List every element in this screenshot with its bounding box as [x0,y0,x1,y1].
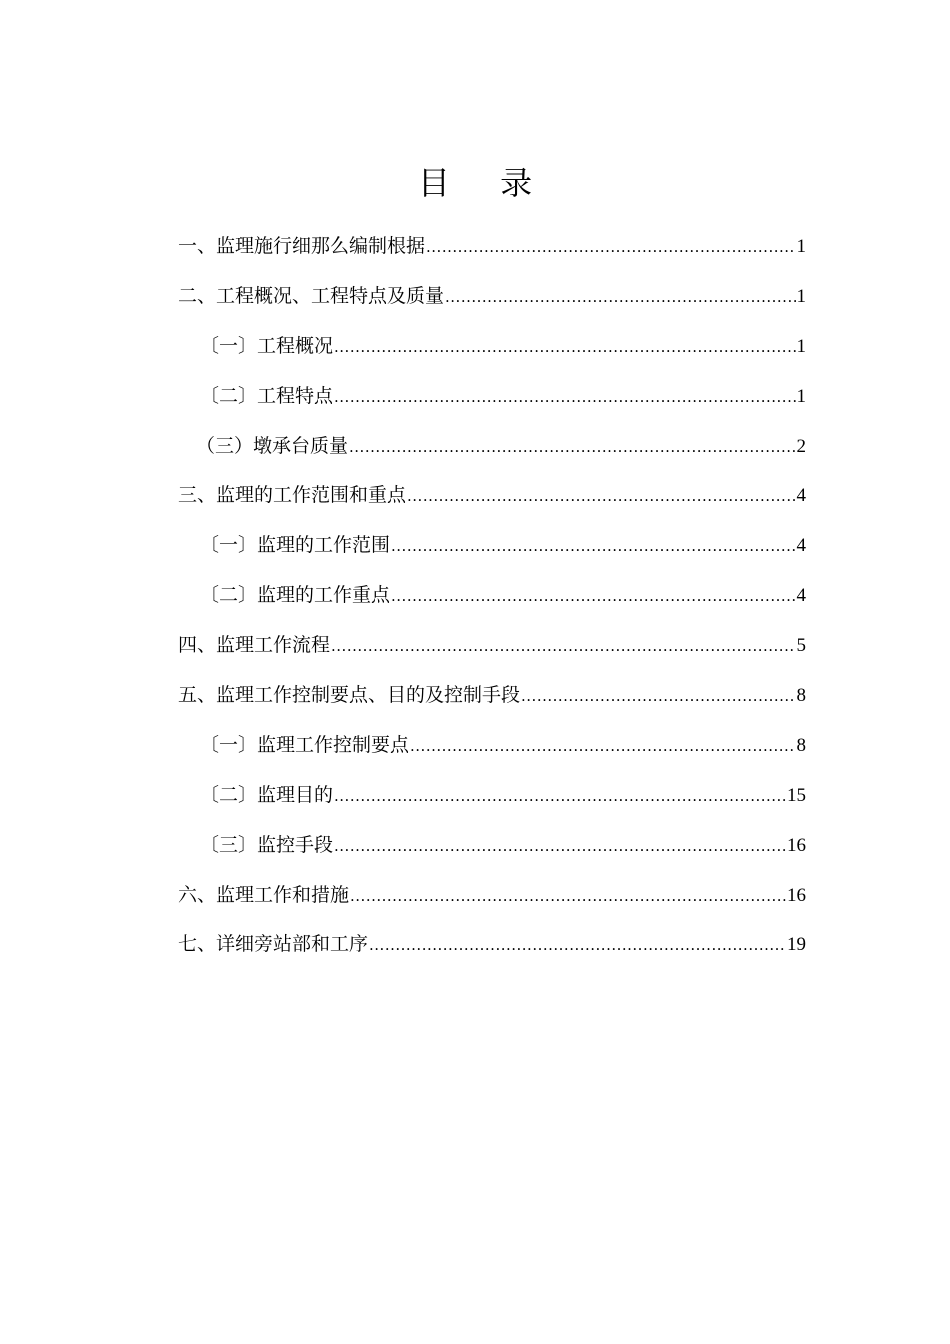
toc-entry-text: 〔一〕监理的工作范围 [200,534,391,557]
toc-dot-leader [521,676,795,716]
toc-dot-leader [334,377,795,417]
toc-entry[interactable] [178,276,806,326]
toc-entry[interactable] [178,625,806,675]
toc-entry[interactable] [178,575,806,625]
toc-dot-leader [426,227,795,267]
toc-entry[interactable] [178,675,806,725]
toc-page-number: 8 [796,734,806,756]
toc-dot-leader [410,726,795,766]
toc-dot-leader [334,776,786,816]
toc-dot-leader [331,626,795,666]
toc-page-number: 4 [796,535,806,557]
toc-page-number: 5 [796,635,806,657]
toc-page-number: 1 [796,385,806,407]
toc-page-number: 15 [787,784,806,806]
toc-entry-text: 七、详细旁站部和工序 [178,933,369,956]
toc-page-number: 4 [796,485,806,507]
toc-entry[interactable] [178,326,806,376]
toc-entry[interactable] [178,725,806,775]
toc-entry-text: 二、工程概况、工程特点及质量 [178,284,445,307]
toc-dot-leader [369,925,786,965]
toc-page-number: 4 [796,585,806,607]
toc-dot-leader [334,327,795,367]
toc-page-number: 16 [787,884,806,906]
table-of-contents [178,226,806,974]
toc-entry[interactable] [178,924,806,974]
toc-page-number: 16 [787,834,806,856]
toc-page-number: 1 [796,236,806,257]
toc-dot-leader [445,277,795,317]
toc-page-number: 8 [796,685,806,707]
toc-dot-leader [391,526,795,566]
toc-dot-leader [407,476,795,516]
toc-entry-text: 六、监理工作和措施 [178,883,350,906]
toc-entry[interactable] [178,825,806,875]
toc-dot-leader [349,427,795,467]
toc-entry[interactable] [178,775,806,825]
toc-entry-text: 〔一〕工程概况 [200,334,334,357]
toc-entry-text: 三、监理的工作范围和重点 [178,484,407,507]
toc-page-number: 19 [787,934,806,956]
toc-dot-leader [334,826,786,866]
toc-dot-leader [391,576,795,616]
toc-entry-text: 〔二〕监理目的 [200,783,334,806]
toc-entry[interactable] [178,426,806,476]
toc-entry-text: （三）墩承台质量 [196,434,349,457]
toc-entry-text: 〔二〕工程特点 [200,384,334,407]
toc-entry-text: 〔一〕监理工作控制要点 [200,733,410,756]
toc-entry-text: 一、监理施行细那么编制根据 [178,235,426,257]
toc-page-number: 2 [796,435,806,457]
toc-page-number: 1 [796,285,806,307]
toc-entry-text: 〔三〕监控手段 [200,833,334,856]
toc-entry[interactable] [178,226,806,276]
toc-entry[interactable] [178,475,806,525]
toc-entry-text: 五、监理工作控制要点、目的及控制手段 [178,684,521,707]
toc-entry-text: 〔二〕监理的工作重点 [200,584,391,607]
toc-entry[interactable] [178,875,806,925]
toc-title: 目 录 [417,164,553,203]
toc-entry[interactable] [178,376,806,426]
toc-entry-text: 四、监理工作流程 [178,634,331,657]
toc-entry[interactable] [178,525,806,575]
toc-page-number: 1 [796,335,806,357]
toc-dot-leader [350,876,786,916]
